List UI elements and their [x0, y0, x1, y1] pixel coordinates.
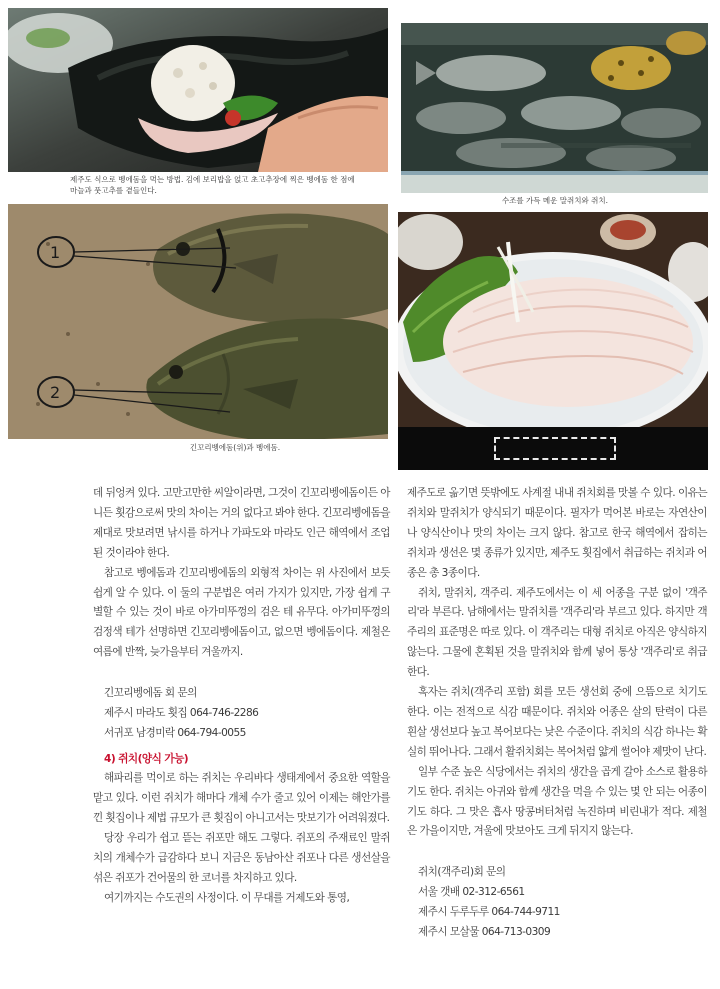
left-paragraph-2: 참고로 벵에돔과 긴꼬리벵에돔의 외형적 차이는 위 사진에서 보듯 쉽게 알 수 있다. 이 둘의 구분법은 여러 가지가 있지만, 가장 쉽게 구별할 수 있는 것이 바로 아가미뚜껑의 검은 테 유무다. 아가미뚜껑의 검정색 테가 선명하면 긴꼬리벵에돔이고, 없으면 벵에돔이다. 제철은 여름에 반짝, 늦가을부터 겨울까지.: [93, 566, 390, 659]
contact-2-title: 쥐치(객주리)회 문의: [418, 866, 506, 879]
right-paragraph-4: 일부 수준 높은 식당에서는 쥐치의 생간을 곱게 갈아 소스로 활용하기도 한다. 쥐치는 아귀와 함께 생간을 먹을 수 있는 몇 안 되는 어종이기도 하다. 그 맛은 흡사 땅콩버터처럼 녹진하며 비린내가 적다. 제철은 가을이지만, 겨울에 맛보아도 크게 뒤지지 않는다.: [407, 765, 707, 838]
contact-1-line: 서귀포 남경미락 064-794-0055: [104, 727, 246, 740]
photo-tank: [401, 23, 708, 193]
censor-box: [494, 437, 616, 460]
caption-tank: 수조를 가득 메운 말쥐치와 쥐치.: [501, 196, 609, 205]
contact-2-line: 서울 갯배 02-312-6561: [418, 886, 525, 899]
marker-1: 1: [50, 243, 61, 262]
caption-ssam: 제주도 식으로 벵에돔을 먹는 방법. 김에 보리밥을 얹고 초고추장에 찍은 벵에돔 한 점에 마늘과 풋고추를 곁들인다.: [70, 175, 355, 195]
contact-block-1: [93, 683, 390, 743]
left-paragraph-5: 여기까지는 수도권의 사정이다. 이 무대를 거제도와 통영,: [104, 891, 350, 904]
left-column: [93, 484, 390, 909]
marker-2: 2: [50, 383, 61, 402]
left-paragraph-3: 해파리를 먹이로 하는 쥐치는 우리바다 생태계에서 중요한 역할을 맡고 있다. 이런 쥐치가 해마다 개체 수가 줄고 있어 이제는 해안가를 낀 횟집이나 제법 규모가 큰 횟집이 아니고서는 맛보기가 어려워졌다.: [93, 772, 390, 824]
contact-block-2: [407, 862, 707, 942]
left-paragraph-4: 당장 우리가 쉽고 뜯는 쥐포만 해도 그렇다. 쥐포의 주재료인 말쥐치의 개체수가 급감하다 보니 지금은 동남아산 쥐포나 다른 생선살을 섞은 쥐포가 건어물의 한 코너를 차지하고 있다.: [93, 831, 390, 884]
photo-sashimi: [398, 212, 708, 427]
contact-2-line: 제주시 두루두루 064-744-9711: [418, 906, 560, 919]
left-paragraph-1: 데 뒤엉켜 있다. 고만고만한 씨알이라면, 그것이 긴꼬리벵에돔이든 아니든 횟감으로써 맛의 차이는 거의 없다고 봐야 한다. 긴꼬리벵에돔을 제대로 맛보려면 낚시를 하거나 가파도와 마라도 인근 해역에서 조업된 것이라야 한다.: [93, 487, 390, 559]
caption-compare: 긴꼬리벵에돔(위)과 벵에돔.: [189, 443, 281, 452]
right-paragraph-1: 제주도로 옮기면 뜻밖에도 사계절 내내 쥐치회를 맛볼 수 있다. 이유는 쥐치와 말쥐치가 양식되기 때문이다. 필자가 먹어본 바로는 자연산이나 양식산이나 맛의 차이는 크지 않다. 참고로 한국 해역에서 잡히는 쥐치과 생선은 몇 종류가 있지만, 제주도 횟집에서 취급하는 쥐치과 어종은 총 3종이다.: [407, 487, 707, 579]
photo-compare: [8, 204, 388, 439]
right-paragraph-2: 쥐치, 말쥐치, 객주리. 제주도에서는 이 세 어종을 구분 없이 '객주리'라 부른다. 남해에서는 말쥐치를 '객주리'라 부르고 있다. 하지만 객주리의 표준명은 따로 있다. 이 객주리는 대형 쥐치로 아직은 양식하지 않는다. 그물에 혼획된 것을 말쥐치와 함께 넣어 통상 '객주리'로 취급한다.: [407, 586, 707, 679]
contact-1-title: 긴꼬리벵에돔 회 문의: [104, 687, 197, 700]
contact-1-line: 제주시 마라도 횟집 064-746-2286: [104, 707, 259, 720]
contact-2-line: 제주시 모살물 064-713-0309: [418, 926, 551, 939]
right-column: [407, 484, 707, 942]
right-paragraph-3: 혹자는 쥐치(객주리 포함) 회를 모든 생선회 중에 으뜸으로 치기도 한다. 이는 전적으로 식감 때문이다. 쥐치와 어종은 살의 탄력이 다른 흰살 생선보다 높고 복어보다는 낮은 수준이다. 쥐치의 식감 하나는 확실히 뛰어나다. 그래서 활쥐치회는 복어처럼 얇게 썰어야 제맛이 난다.: [407, 686, 707, 758]
section-heading-4: 4) 쥐치(양식 가능): [104, 753, 189, 766]
photo-ssam: [8, 8, 388, 172]
